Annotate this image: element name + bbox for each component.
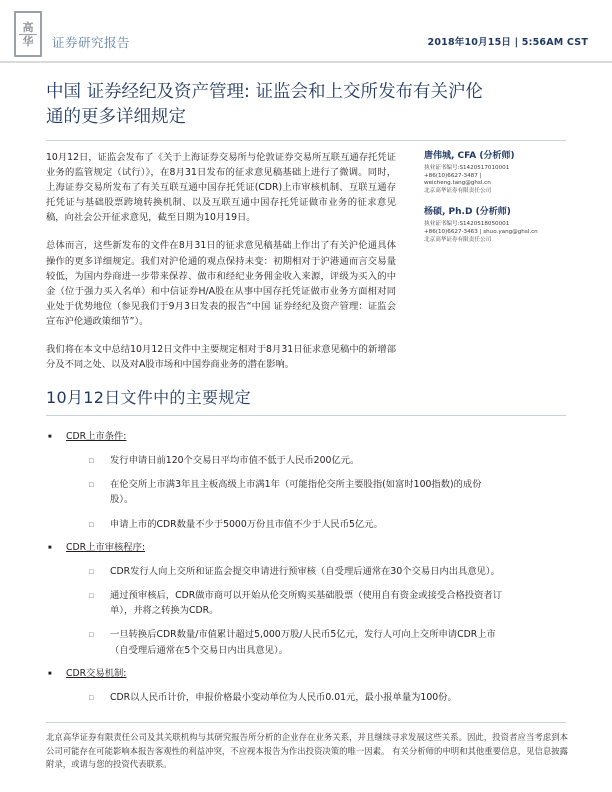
bullet-level1-label: CDR上市审核程序: xyxy=(66,541,146,553)
bullet-level2 xyxy=(46,564,566,579)
header-timestamp: 2018年10月15日 | 5:56AM CST xyxy=(427,37,588,48)
bullet-group xyxy=(46,541,566,658)
bullet-level1 xyxy=(46,541,566,555)
bullet-level2-label: 申请上市的CDR数量不少于5000万份且市值不少于人民币5亿元。 xyxy=(110,518,383,530)
hollow-square-bullet-icon: □ xyxy=(89,692,94,702)
analyst-column xyxy=(424,150,574,255)
square-bullet-icon: ■ xyxy=(48,670,52,677)
analyst-phone: +86(10)6627-3487 | xyxy=(424,172,482,179)
bullet-level2-label: 发行申请日前120个交易日平均市值不低于人民币200亿元。 xyxy=(110,455,360,466)
analyst-firm: 北京高华证券有限责任公司 xyxy=(424,236,492,243)
summary-paragraph: 我们将在本文中总结10月12日文件中主要规定相对于8月31日征求意见稿中的新增部分及不同之处、以及对A股市场和中国券商业务的潜在影响。 xyxy=(46,344,396,371)
page-footer xyxy=(46,731,568,772)
hollow-square-bullet-icon: □ xyxy=(89,630,94,640)
summary-paragraph: 10月12日，证监会发布了《关于上海证券交易所与伦敦证券交易所互联互通存托凭证业务的监管规定（试行）》，在8月31日发布的征求意见稿基础上进行了微调。同时，上海证券交易所发布了有关互联互通中国存托凭证(CDR)上市审核机制、互联互通存托凭证与基础股票跨境转换机制、以及互联互通中国存托凭证做市业务的征求意见稿，向社会公开征求意见，截至日期为10月19日。 xyxy=(46,152,396,224)
hollow-square-bullet-icon: □ xyxy=(89,519,94,529)
bullet-level2-label: 在伦交所上市满3年且主板高级上市满1年（可能指伦交所主要股指(如富时100指数)的成份股）。 xyxy=(110,479,482,506)
hollow-square-bullet-icon: □ xyxy=(89,456,94,465)
disclaimer-text: 北京高华证券有限责任公司及其关联机构与其研究报告所分析的企业存在业务关系，并且继续寻求发展这些关系。因此，投资者应当考虑到本公司可能存在可能影响本报告客观性的利益冲突，不应视本报告为作出投资决策的唯一因素。 有关分析师的申明和其他重要信息，见信息披露附录，或请与您的投资代表联系。 xyxy=(46,732,568,770)
hollow-square-bullet-icon: □ xyxy=(89,480,94,490)
page-header xyxy=(0,0,612,62)
section-divider xyxy=(46,415,566,416)
bullet-level2 xyxy=(46,627,566,657)
bullet-group xyxy=(46,430,566,532)
bullet-level2-label: CDR发行人向上交所和证监会提交申请进行预审核（自受理后通常在30个交易日内出具意见）。 xyxy=(110,565,500,577)
title-divider xyxy=(46,140,566,141)
analyst-phone[interactable]: +86(10)6627-3463 | shuo.yang@ghsl.cn xyxy=(424,228,538,235)
analyst-license: 执业证书编号:S1420517010001 xyxy=(424,165,510,171)
bullet-level1 xyxy=(46,667,566,681)
header-divider xyxy=(0,61,612,63)
footer-divider xyxy=(46,722,566,723)
square-bullet-icon: ■ xyxy=(48,544,52,551)
section-heading: 10月12日文件中的主要规定 xyxy=(46,388,251,407)
square-bullet-icon: ■ xyxy=(48,434,52,440)
bullet-level1-label: CDR上市条件: xyxy=(66,431,127,442)
summary-column xyxy=(46,150,396,385)
analyst-license: 执业证书编号:S1420518050001 xyxy=(424,221,510,228)
bullet-level2 xyxy=(46,517,566,532)
bullet-level2 xyxy=(46,588,566,618)
hollow-square-bullet-icon: □ xyxy=(89,566,94,576)
bullet-level1 xyxy=(46,430,566,444)
analyst-firm: 北京高华证券有限责任公司 xyxy=(424,187,492,194)
bullet-level2-label: 通过预审核后，CDR做市商可以开始从伦交所购买基础股票（使用自有资金或接受合格投资者订单），并将之转换为CDR。 xyxy=(110,590,502,617)
bullet-level1-label: CDR交易机制: xyxy=(66,667,127,679)
bullet-level2 xyxy=(46,453,566,468)
page-title xyxy=(46,80,506,130)
hollow-square-bullet-icon: □ xyxy=(89,591,94,601)
analyst-name: 杨硕, Ph.D (分析师) xyxy=(424,207,511,218)
analyst-email[interactable]: weicheng.tang@ghsl.cn xyxy=(424,180,491,187)
bullet-level2-label: CDR以人民币计价，申报价格最小变动单位为人民币0.01元，最小报单量为100份。 xyxy=(110,691,457,703)
header-report-type: 证券研究报告 xyxy=(52,35,131,50)
doc-title-line-1: 中国 证券经纪及资产管理: 证监会和上交所发布有关沪伦 xyxy=(46,82,484,102)
analyst-card xyxy=(424,206,574,244)
logo-glyph-top: 高 xyxy=(22,20,34,34)
logo-glyph-bottom: 华 xyxy=(22,34,34,48)
bullet-group xyxy=(46,667,566,705)
bullet-level2 xyxy=(46,477,566,507)
doc-title-line-2: 通的更多详细规定 xyxy=(46,107,186,127)
gao-hua-seal-logo-icon xyxy=(14,11,42,57)
analyst-card xyxy=(424,150,574,195)
main-section xyxy=(46,385,566,714)
summary-paragraph: 总体而言，这些新发布的文件在8月31日的征求意见稿基础上作出了有关沪伦通具体操作的更多详细规定。我们对沪伦通的观点保持未变：初期相对于沪港通而言交易量较低，为国内券商进一步带来保荐、做市和经纪业务佣金收入来源，评级为买入的中金（位于强力买入名单）和中信证券H/A股在从事中国存托凭证做市业务方面相对同业处于优势地位（参见我们于9月3日发表的报告“中国 证券经纪及资产管理：证监会宣布沪伦通政策细节”）。 xyxy=(46,240,396,327)
analyst-name: 唐伟城, CFA (分析师) xyxy=(424,151,515,161)
bullet-level2 xyxy=(46,690,566,705)
bullet-level2-label: 一旦转换后CDR数量/市值累计超过5,000万股/人民币5亿元，发行人可向上交所申请CDR上市（自受理后通常在5个交易日内出具意见）。 xyxy=(110,629,496,656)
